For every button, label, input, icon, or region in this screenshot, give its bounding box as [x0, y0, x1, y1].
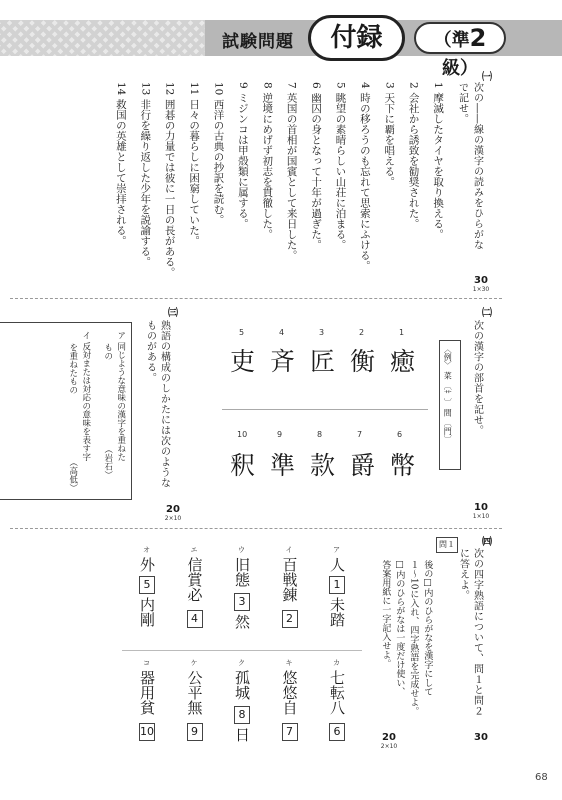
sec3-item-b-2: を重ねたもの [67, 343, 78, 394]
yoji-suffix: 然 [233, 614, 251, 629]
yoji-answer-box: 2 [282, 610, 298, 628]
appendix-badge: 付録 [308, 15, 405, 61]
sec4-question-label: 問１ [436, 537, 458, 553]
yoji-answer-box: 9 [187, 723, 203, 741]
sec4-question-line: 後の□内のひらがなを漢字にして [422, 560, 433, 696]
sec2-item-number: 6 [397, 430, 403, 439]
sec3-types-box [0, 322, 132, 500]
sec3-item-a-ex: （岩石） [102, 445, 113, 479]
yoji-answer-box: 7 [282, 723, 298, 741]
sec2-item-number: 9 [277, 430, 283, 439]
yoji-label: ケ [190, 659, 198, 667]
sec2-kanji: 款 [310, 451, 336, 480]
sec2-item-number: 3 [319, 328, 325, 337]
sec1-item: 13 非行を繰り返した少年を説諭する。 [139, 82, 152, 267]
yoji-answer-box: 1 [329, 576, 345, 594]
divider-2 [10, 528, 502, 529]
yoji-label: エ [190, 546, 198, 554]
sec3-item-b-ex: （高低） [67, 458, 78, 492]
yoji-label: カ [333, 659, 340, 667]
page-number: 68 [535, 772, 548, 783]
sec1-item: 12 囲碁の力量では彼に一日の長がある。 [163, 82, 176, 278]
sec1-item: 6 幽囚の身となって十年が過ぎた。 [310, 82, 323, 250]
yoji-label: ク [238, 659, 245, 667]
sec1-instruction-b: で記せ。 [456, 82, 468, 124]
yoji-label: コ [143, 659, 150, 667]
sec3-mark: ㈢ [168, 308, 178, 319]
sec2-kanji: 匠 [310, 347, 336, 376]
yoji-prefix: 百戦錬 [280, 557, 299, 602]
sec4-instruction-a: 次の四字熟語について、問１と問２ [471, 548, 483, 716]
sec2-item-number: 4 [279, 328, 285, 337]
sec2-mid-line [222, 409, 428, 410]
yoji-prefix: 旧態 [233, 557, 251, 587]
sec2-kanji: 準 [270, 451, 296, 480]
sec1-item: 1 摩滅したタイヤを取り換える。 [432, 82, 445, 240]
sec3-item-a-1: ア 同じような意味の漢字を重ねた [115, 331, 126, 462]
sec1-item: 8 逆境にめげず初志を貫徹した。 [261, 82, 274, 240]
yoji-prefix: 公平無 [185, 670, 204, 715]
yoji-answer-box: 4 [187, 610, 203, 628]
sec1-item: 2 会社から誘致を勧奨された。 [407, 82, 420, 229]
yoji-prefix: 七転八 [328, 670, 346, 715]
sec2-mark: ㈡ [482, 308, 492, 319]
sec2-kanji: 癒 [390, 347, 416, 376]
yoji-prefix: 器用貧 [138, 670, 156, 715]
sec1-item: 7 英国の首相が国賓として来日した。 [285, 82, 298, 261]
sec4-score-total: 30 [474, 732, 488, 743]
sec4-question-line: １〜10に入れ、四字熟語を完成せよ。 [408, 560, 419, 716]
sec1-item: 11 日々の暮らしに困窮していた。 [188, 82, 201, 246]
yoji-label: ア [333, 546, 340, 554]
sec3-item-b-1: イ 反対または対応の意味を表す字 [80, 331, 91, 462]
yoji-label: ウ [238, 546, 245, 554]
sec2-kanji: 幣 [390, 451, 416, 480]
sec1-item: 5 眺望の素晴らしい山荘に泊まる。 [334, 82, 347, 250]
sec1-item: 3 天下に覇を唱える。 [383, 82, 396, 187]
sec3-item-a-2: もの [102, 343, 113, 360]
sec4-question-line: 答案用紙に一字記入せよ。 [380, 560, 391, 668]
sec2-example-box [439, 340, 461, 470]
yoji-suffix: 内剛 [138, 597, 156, 627]
yoji-suffix: 日 [233, 727, 251, 742]
sec2-item-number: 8 [317, 430, 323, 439]
sec4-instruction-b: に答えよ。 [457, 548, 469, 601]
sec2-item-number: 7 [357, 430, 363, 439]
sec1-item: 4 時の移ろうのも忘れて思索にふける。 [358, 82, 371, 271]
sec2-kanji: 衡 [350, 347, 376, 376]
sec1-instruction-a: 次の――線の漢字の読みをひらがな [471, 82, 483, 250]
divider-1 [10, 298, 502, 299]
sec4-mark: ㈣ [482, 537, 492, 548]
yoji-answer-box: 6 [329, 723, 345, 741]
sec2-item-number: 5 [239, 328, 245, 337]
yoji-answer-box: 8 [234, 706, 250, 724]
yoji-label: イ [285, 546, 293, 554]
sec1-item: 14 救国の英雄として崇拝される。 [114, 82, 127, 246]
sec2-kanji: 吏 [230, 347, 256, 376]
yoji-prefix: 人 [328, 557, 346, 572]
yoji-prefix: 外 [138, 557, 156, 572]
sec3-instruction-b: ものがある。 [144, 320, 156, 383]
sec2-kanji: 爵 [350, 451, 376, 480]
sec2-kanji: 斉 [270, 347, 296, 376]
yoji-prefix: 悠悠自 [280, 670, 299, 715]
header-title: 試験問題 [222, 32, 294, 52]
sec2-item-number: 2 [359, 328, 365, 337]
sec2-kanji: 釈 [230, 451, 256, 480]
yoji-label: オ [143, 546, 150, 554]
sec2-example: 〈例〉 菜 〔艹〕 間 〔門〕 [443, 345, 453, 444]
sec1-item: 9 ミジンコは甲殻類に属する。 [236, 82, 249, 229]
level-label: （準2級） [414, 22, 506, 54]
yoji-answer-box: 5 [139, 576, 155, 594]
sec2-score: 10 1×10 [472, 502, 490, 520]
sec3-instruction-a: 熟語の構成のしかたには次のような [158, 320, 170, 488]
yoji-answer-box: 3 [234, 593, 250, 611]
sec2-item-number: 1 [399, 328, 405, 337]
yoji-answer-box: 10 [139, 723, 155, 741]
sec4-question-line: □内のひらがなは一度だけ使い、 [394, 560, 405, 696]
sec1-mark: ㈠ [482, 72, 492, 83]
yoji-prefix: 信賞必 [185, 557, 204, 602]
sec3-score: 20 2×10 [164, 504, 182, 522]
yoji-label: キ [285, 659, 293, 667]
sec4-score-q1: 20 2×10 [380, 732, 398, 750]
sec1-item: 10 西洋の古典の抄訳を読む。 [212, 82, 225, 225]
sec2-item-number: 10 [237, 430, 248, 439]
sec4-mid-line [122, 650, 362, 651]
sec2-instruction: 次の漢字の部首を記せ。 [471, 320, 483, 436]
sec1-score: 30 1×30 [472, 275, 490, 293]
yoji-suffix: 未踏 [328, 597, 346, 627]
yoji-prefix: 孤城 [233, 670, 251, 700]
